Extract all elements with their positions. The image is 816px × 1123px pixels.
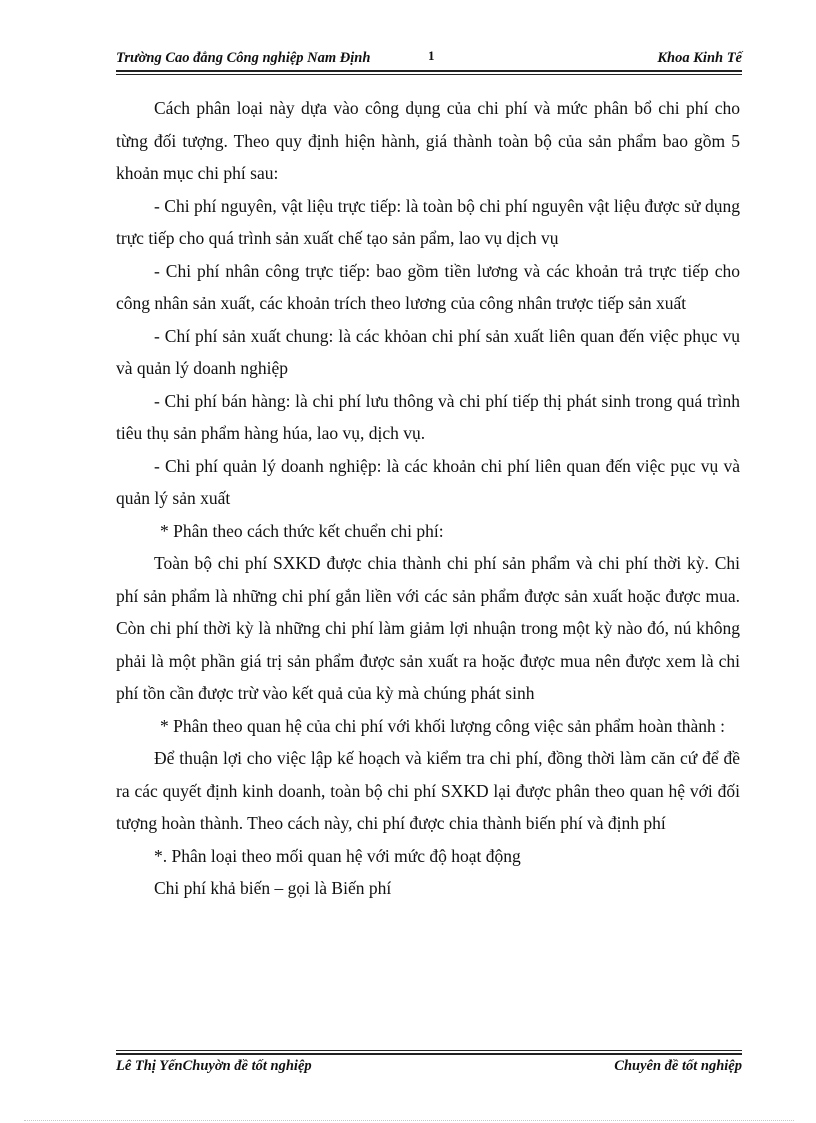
paragraph-overhead-cost: - Chí phí sản xuất chung: là các khỏan chi phí sản xuất liên quan đến việc phục vụ và quản lý doanh nghiệp bbox=[116, 325, 740, 378]
page-footer bbox=[116, 1058, 742, 1078]
paragraph-intro: Cách phân loại này dựa vào công dụng của chi phí và mức phân bổ chi phí cho từng đối tượng. Theo quy định hiện hành, giá thành toàn bộ của sản phẩm bao gồm 5 khoản mục chi phí sau: bbox=[116, 98, 740, 183]
paragraph-variable-cost: Chi phí khả biến – gọi là Biến phí bbox=[154, 878, 392, 898]
header-page-number: 1 bbox=[428, 48, 435, 63]
footer-rule-thin bbox=[116, 1050, 742, 1051]
heading-volume-relation: * Phân theo quan hệ của chi phí với khối lượng công việc sản phẩm hoàn thành : bbox=[160, 715, 726, 736]
paragraph-variable-fixed: Để thuận lợi cho việc lập kế hoạch và kiểm tra chi phí, đồng thời làm căn cứ để đề ra các quyết định kinh doanh, toàn bộ chi phí SXKD lại được phân theo quan hệ với đối tượng hoàn thành. Theo cách này, chi phí được chia thành biến phí và định phí bbox=[116, 748, 740, 833]
paragraph-selling-cost: - Chi phí bán hàng: là chi phí lưu thông và chi phí tiếp thị phát sinh trong quá trình tiêu thụ sản phẩm hàng húa, lao vụ, dịch vụ. bbox=[116, 390, 740, 443]
header-rule-thin bbox=[116, 74, 742, 75]
document-body bbox=[116, 92, 740, 905]
page-header bbox=[116, 48, 742, 70]
paragraph-material-cost: - Chi phí nguyên, vật liệu trực tiếp: là toàn bộ chi phí nguyên vật liệu được sử dụng trực tiếp cho quá trình sản xuất chế tạo sản pẩm, lao vụ dịch vụ bbox=[116, 195, 740, 248]
paragraph-product-period-cost: Toàn bộ chi phí SXKD được chia thành chi phí sản phẩm và chi phí thời kỳ. Chi phí sản phẩm là những chi phí gắn liền với các sản phẩm được sản xuất hoặc được mua. Còn chi phí thời kỳ là những chi phí làm giảm lợi nhuận trong một kỳ nào đó, nú không phải là một phần giá trị sản phẩm được sản xuất ra hoặc được mua nên được xem là chi phí tồn cần được trừ vào kết quả của kỳ mà chúng phát sinh bbox=[116, 553, 740, 703]
footer-rule-thick bbox=[116, 1053, 742, 1055]
paragraph-admin-cost: - Chi phí quản lý doanh nghiệp: là các khoản chi phí liên quan đến việc pục vụ và quản lý sản xuất bbox=[116, 455, 740, 508]
footer-title: Chuyên đề tốt nghiệp bbox=[614, 1058, 742, 1074]
header-school-name: Trường Cao đẳng Công nghiệp Nam Định bbox=[116, 50, 371, 66]
paragraph-labor-cost: - Chi phí nhân công trực tiếp: bao gồm tiền lương và các khoản trả trực tiếp cho công nhân sản xuất, các khoản trích theo lương của công nhân trược tiếp sản xuất bbox=[116, 260, 740, 313]
header-department: Khoa Kinh Tế bbox=[657, 50, 742, 66]
page-bottom-dotted-line bbox=[24, 1120, 794, 1121]
footer-author: Lê Thị YếnChuyờn đề tốt nghiệp bbox=[116, 1058, 312, 1074]
heading-activity-level: *. Phân loại theo mối quan hệ với mức độ hoạt động bbox=[154, 845, 521, 866]
header-rule-thick bbox=[116, 70, 742, 72]
heading-transfer-method: * Phân theo cách thức kết chuển chi phí: bbox=[160, 520, 444, 541]
